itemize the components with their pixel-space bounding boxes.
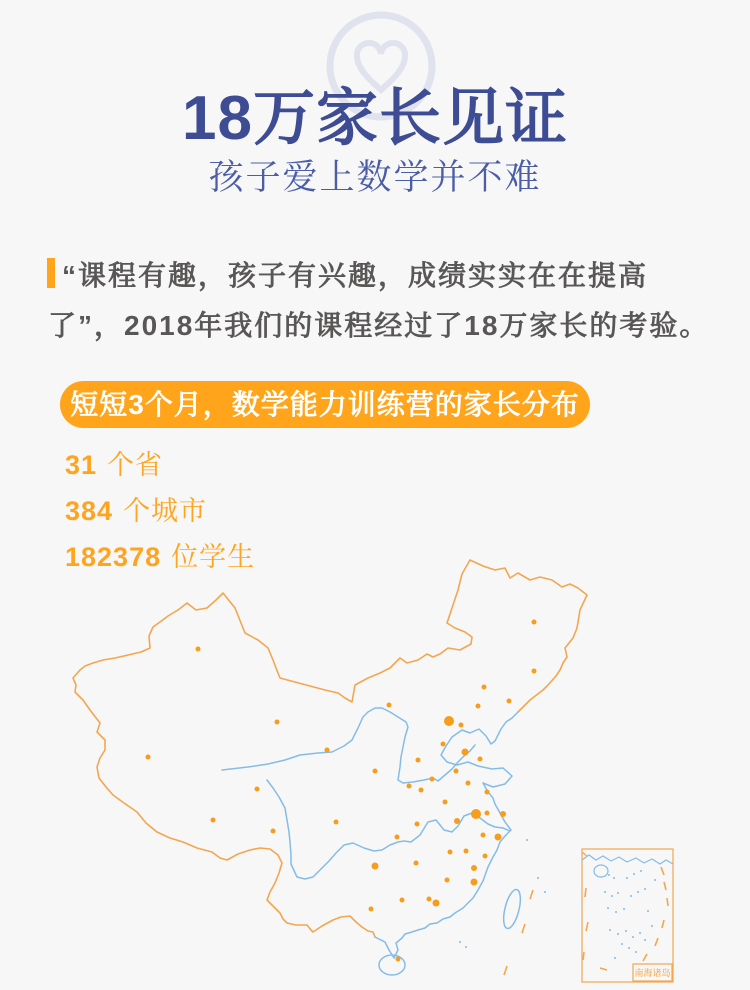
island-speck [654,879,656,881]
south-sea-inset [582,849,673,982]
city-dot [416,758,421,763]
island-speck [465,946,467,948]
sea-dash [655,938,658,946]
city-dot [444,716,454,726]
stat-cities [65,489,255,535]
sea-dash [662,920,664,928]
stat-unit: 个省 [107,450,164,480]
city-dot [255,787,260,792]
sea-dash [664,882,666,890]
sea-dash [600,968,607,970]
city-dot [532,669,537,674]
city-dot [271,829,276,834]
island-speck [651,925,653,927]
island-speck [604,891,606,893]
city-dot [471,809,481,819]
city-dot [485,811,490,816]
page-subtitle: 孩子爱上数学并不难 [208,158,542,197]
city-dot [532,620,537,625]
city-dot [482,685,487,690]
city-dot [334,820,339,825]
city-dot [500,811,506,817]
stat-value: 31 [65,450,98,480]
city-dot [495,834,502,841]
city-dot [400,898,405,903]
city-dot [325,748,330,753]
stat-unit: 个城市 [123,496,208,526]
sea-dash [661,867,664,875]
island-speck [625,930,627,932]
sea-dash [667,898,668,906]
island-speck [608,874,610,876]
sea-dash [504,966,507,975]
island-speck [614,957,616,959]
city-dot [445,878,450,883]
quote-text: “课程有趣，孩子有兴趣，成绩实实在在提高了”，2018年我们的课程经过了18万家长的考验。 [48,260,710,341]
city-dot [407,784,412,789]
city-dot [373,769,378,774]
island-speck [526,839,528,841]
city-dot [466,781,471,786]
city-dot [275,720,280,725]
island-speck [607,907,609,909]
island-speck [637,891,639,893]
stat-value: 182378 [65,542,162,572]
island-speck [639,932,641,934]
island-speck [647,910,649,912]
city-dot [471,879,478,886]
stat-value: 384 [65,496,114,526]
small-islands [459,839,656,959]
quote-accent-bar [47,258,55,288]
city-dot [414,861,419,866]
city-dot [443,800,448,805]
city-dot [459,723,464,728]
testimonial-quote [48,251,710,351]
city-dot [372,863,379,870]
sea-dash [583,952,584,960]
island-speck [544,891,546,893]
page-title: 18万家长见证 [182,84,568,153]
sea-dash [530,890,533,899]
island-speck [617,892,619,894]
sea-dash [522,924,525,933]
city-dot [369,907,374,912]
city-dot [454,818,460,824]
city-dot [419,788,424,793]
island-speck [635,951,637,953]
city-dot [464,849,469,854]
island-speck [644,888,646,890]
island-speck [537,877,539,879]
inset-label: 南海诸岛 [634,968,671,978]
city-dot [481,833,486,838]
city-dot [471,865,477,871]
island-speck [617,933,619,935]
island-speck [613,877,615,879]
city-dot [507,699,512,704]
city-dot [454,769,459,774]
city-dot [427,897,432,902]
coastline-and-rivers [222,708,524,975]
china-distribution-map [0,540,750,990]
city-dot [396,957,401,962]
island-speck [611,895,613,897]
island-speck [615,911,617,913]
island-speck [644,939,646,941]
city-dot [448,850,453,855]
city-dot [476,704,481,709]
city-dot [196,647,201,652]
city-dot [146,755,151,760]
island-speck [621,943,623,945]
city-dot [415,822,420,827]
city-dot [395,835,400,840]
city-dot [441,742,446,747]
stat-provinces [65,443,255,489]
island-speck [630,895,632,897]
china-map-svg [0,540,750,990]
nine-dash-line [504,867,668,975]
city-dot [430,777,435,782]
island-speck [609,929,611,931]
city-dot [211,818,216,823]
island-speck [459,941,461,943]
sea-dash [643,954,647,961]
city-dot [462,749,469,756]
island-speck [632,936,634,938]
island-speck [640,870,642,872]
island-speck [623,908,625,910]
city-dot [478,757,483,762]
island-speck [633,873,635,875]
island-speck [626,877,628,879]
land-border [73,560,587,937]
sea-dash [586,922,588,931]
parent-distribution-dots [146,620,537,962]
stat-unit: 位学生 [171,542,256,572]
city-dot [485,790,490,795]
island-speck [628,947,630,949]
city-dot [483,854,488,859]
city-dot [387,703,392,708]
sea-dash [585,888,586,897]
city-dot [433,900,440,907]
section-banner: 短短3个月，数学能力训练营的家长分布 [60,381,590,428]
